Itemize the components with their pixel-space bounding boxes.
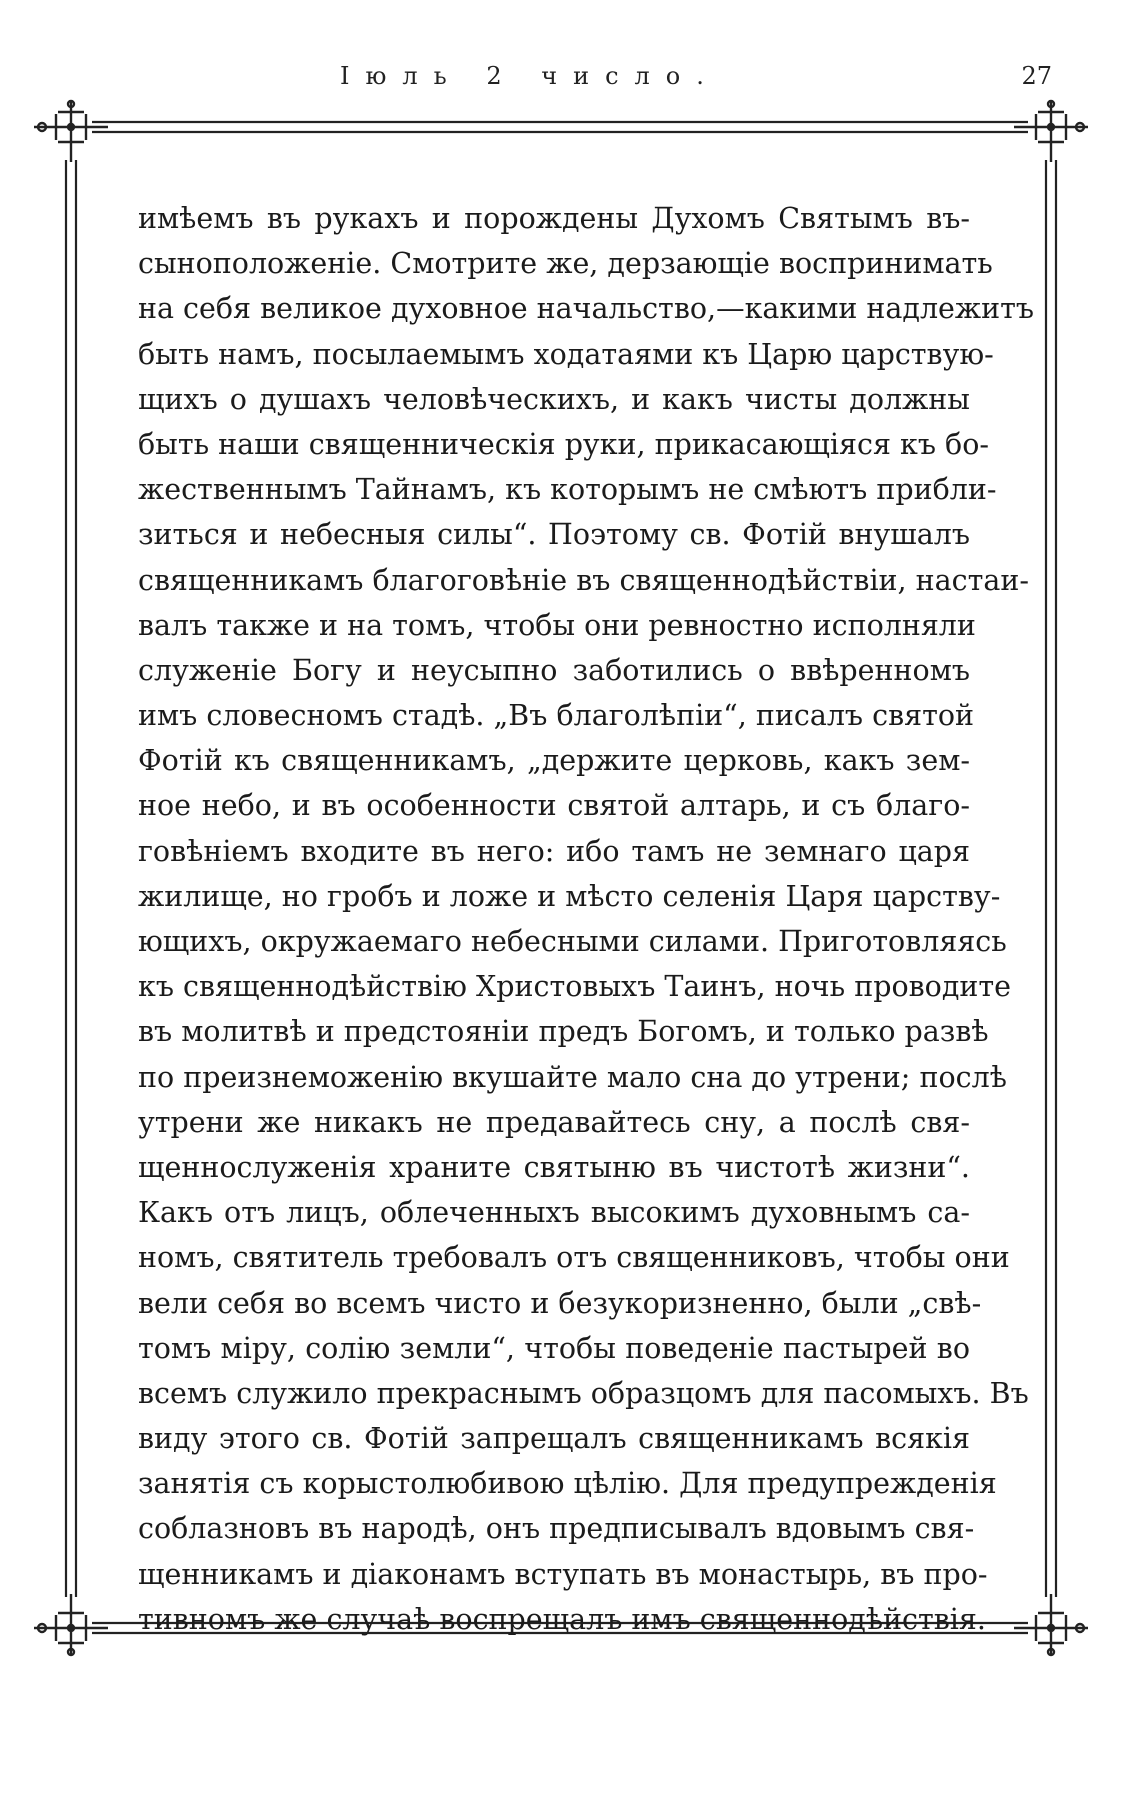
text-line: Фотій къ священникамъ, „держите церковь, какъ зем- [138,744,970,778]
text-line: по преизнеможенію вкушайте мало сна до утрени; послѣ [138,1060,1007,1094]
text-line: тивномъ же случаѣ воспрещалъ имъ священнодѣйствія. [138,1602,986,1636]
text-line: ное небо, и въ особенности святой алтарь, и съ благо- [138,789,970,823]
text-line: всемъ служило прекраснымъ образцомъ для пасомыхъ. Въ [138,1376,1029,1410]
text-line: соблазновъ въ народѣ, онъ предписывалъ вдовымъ свя- [138,1512,975,1546]
text-line: жественнымъ Тайнамъ, къ которымъ не смѣютъ прибли- [138,473,997,507]
text-line: служеніе Богу и неусыпно заботились о ввѣренномъ [138,653,970,687]
text-line: щеннослуженія храните святыню въ чистотѣ жизни“. [138,1150,970,1184]
text-line: занятія съ корыстолюбивою цѣлію. Для предупрежденія [138,1467,997,1501]
text-line: быть намъ, посылаемымъ ходатаями къ Царю царствую- [138,337,994,371]
text-line: щенникамъ и діаконамъ вступать въ монастырь, въ про- [138,1557,988,1591]
text-line: на себя великое духовное начальство,—какими надлежитъ [138,292,1035,326]
text-line: священникамъ благоговѣніе въ священнодѣйствіи, настаи- [138,563,1030,597]
page-number: 27 [1021,62,1052,90]
text-line: сыноположеніе. Смотрите же, дерзающіе воспринимать [138,247,993,281]
text-line: въ молитвѣ и предстояніи предъ Богомъ, и только развѣ [138,1015,989,1049]
text-line: имъ словесномъ стадѣ. „Въ благолѣпіи“, писалъ святой [138,699,975,733]
text-line: валъ также и на томъ, чтобы они ревностно исполняли [138,608,976,642]
corner-ornament-bottom-left [34,1594,108,1656]
running-title: Іюль 2 число. [340,62,720,90]
text-line: ющихъ, окружаемаго небесными силами. Приготовляясь [138,925,1007,958]
text-line: зиться и небесныя силы“. Поэтому св. Фотій внушалъ [138,518,970,552]
text-line: Какъ отъ лицъ, облеченныхъ высокимъ духовнымъ са- [138,1196,970,1230]
text-line: номъ, святитель требовалъ отъ священниковъ, чтобы они [138,1241,1010,1275]
text-line: быть наши священническія руки, прикасающіяся къ бо- [138,427,989,461]
body-text [138,196,1035,1642]
text-line: утрени же никакъ не предавайтесь сну, а послѣ свя- [138,1105,970,1139]
text-line: виду этого св. Фотій запрещалъ священникамъ всякія [138,1422,970,1456]
text-line: къ священнодѣйствію Христовыхъ Таинъ, ночь проводите [138,970,1011,1004]
text-line: щихъ о душахъ человѣческихъ, и какъ чисты должны [138,382,970,416]
text-line: жилище, но гробъ и ложе и мѣсто селенія Царя царству- [138,879,1001,913]
text-line: говѣніемъ входите въ него: ибо тамъ не земнаго царя [138,834,970,868]
corner-ornament-bottom-right [1014,1594,1088,1656]
text-line: имѣемъ въ рукахъ и порождены Духомъ Святымъ въ- [138,202,970,235]
text-line: вели себя во всемъ чисто и безукоризненно, были „свѣ- [138,1286,982,1320]
text-line: томъ міру, солію земли“, чтобы поведеніе пастырей во [138,1331,970,1365]
